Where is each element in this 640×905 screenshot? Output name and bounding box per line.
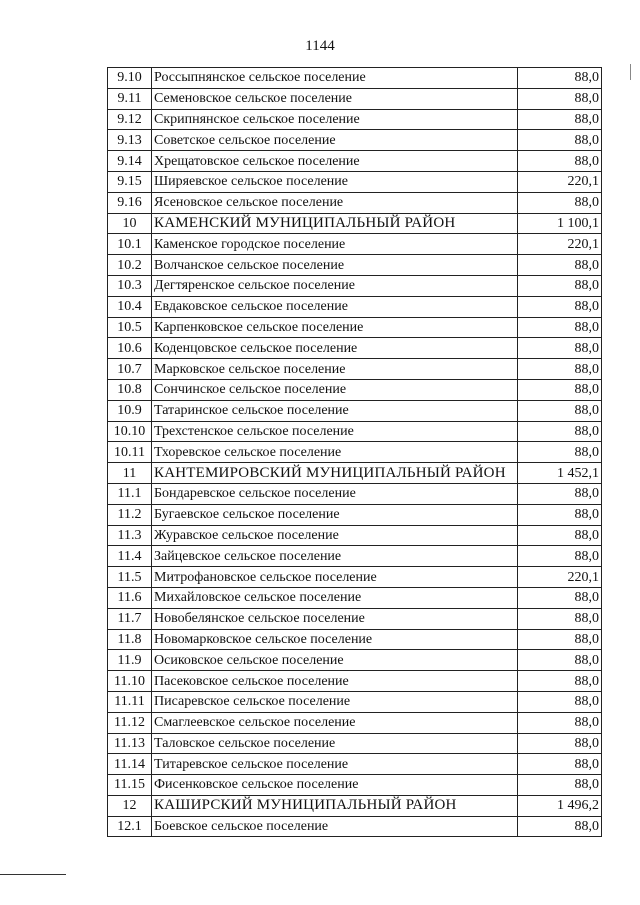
row-number: 11.9: [108, 650, 152, 671]
row-number: 11.2: [108, 504, 152, 525]
table-row: [108, 629, 602, 650]
row-number: 11.8: [108, 629, 152, 650]
row-name: Смаглеевское сельское поселение: [152, 712, 518, 733]
row-number: 11.4: [108, 546, 152, 567]
row-value: 88,0: [518, 608, 602, 629]
row-name: Зайцевское сельское поселение: [152, 546, 518, 567]
table-row: [108, 754, 602, 775]
row-value: 88,0: [518, 546, 602, 567]
row-value: 88,0: [518, 255, 602, 276]
row-name: Каменское городское поселение: [152, 234, 518, 255]
row-name: Дегтяренское сельское поселение: [152, 275, 518, 296]
row-number: 11.6: [108, 587, 152, 608]
row-name: Семеновское сельское поселение: [152, 88, 518, 109]
row-value: 88,0: [518, 629, 602, 650]
row-number: 9.14: [108, 151, 152, 172]
footer-rule: [0, 874, 66, 875]
row-value: 88,0: [518, 275, 602, 296]
row-number: 11.10: [108, 671, 152, 692]
row-name: Скрипнянское сельское поселение: [152, 109, 518, 130]
table-row: [108, 400, 602, 421]
row-number: 10.2: [108, 255, 152, 276]
row-name: Титаревское сельское поселение: [152, 754, 518, 775]
table-row: [108, 525, 602, 546]
row-number: 10.1: [108, 234, 152, 255]
table-row: [108, 130, 602, 151]
row-value: 220,1: [518, 234, 602, 255]
row-value: 88,0: [518, 650, 602, 671]
table-row: [108, 608, 602, 629]
row-name: Тхоревское сельское поселение: [152, 442, 518, 463]
row-number: 12.1: [108, 816, 152, 837]
row-name: Новобелянское сельское поселение: [152, 608, 518, 629]
row-value: 88,0: [518, 691, 602, 712]
row-name: Писаревское сельское поселение: [152, 691, 518, 712]
row-name: Митрофановское сельское поселение: [152, 567, 518, 588]
row-number: 10.6: [108, 338, 152, 359]
row-number: 10: [108, 213, 152, 234]
scan-mark: [630, 64, 631, 80]
row-number: 10.4: [108, 296, 152, 317]
table-row: [108, 421, 602, 442]
row-value: 88,0: [518, 442, 602, 463]
row-value: 88,0: [518, 775, 602, 796]
row-number: 10.11: [108, 442, 152, 463]
row-value: 88,0: [518, 421, 602, 442]
table-row: [108, 88, 602, 109]
row-value: 220,1: [518, 567, 602, 588]
district-row: [108, 213, 602, 234]
row-number: 9.13: [108, 130, 152, 151]
row-value: 1 452,1: [518, 463, 602, 484]
table-row: [108, 691, 602, 712]
row-number: 11.13: [108, 733, 152, 754]
row-value: 88,0: [518, 151, 602, 172]
table-row: [108, 775, 602, 796]
row-name: Волчанское сельское поселение: [152, 255, 518, 276]
row-number: 9.16: [108, 192, 152, 213]
row-value: 88,0: [518, 671, 602, 692]
table-row: [108, 192, 602, 213]
table-row: [108, 234, 602, 255]
table-row: [108, 109, 602, 130]
row-number: 11.15: [108, 775, 152, 796]
row-name: Ясеновское сельское поселение: [152, 192, 518, 213]
row-name: Михайловское сельское поселение: [152, 587, 518, 608]
row-value: 88,0: [518, 359, 602, 380]
row-value: 88,0: [518, 379, 602, 400]
row-value: 88,0: [518, 109, 602, 130]
row-number: 10.10: [108, 421, 152, 442]
table-row: [108, 712, 602, 733]
table-row: [108, 255, 602, 276]
row-name: Коденцовское сельское поселение: [152, 338, 518, 359]
table-row: [108, 504, 602, 525]
row-number: 9.10: [108, 68, 152, 89]
table-row: [108, 68, 602, 89]
row-value: 88,0: [518, 504, 602, 525]
row-value: 88,0: [518, 816, 602, 837]
allocation-table: [107, 67, 602, 837]
row-name: Татаринское сельское поселение: [152, 400, 518, 421]
table-row: [108, 442, 602, 463]
table-row: [108, 650, 602, 671]
row-name: КАМЕНСКИЙ МУНИЦИПАЛЬНЫЙ РАЙОН: [152, 213, 518, 234]
row-value: 88,0: [518, 733, 602, 754]
row-number: 11.12: [108, 712, 152, 733]
row-number: 10.8: [108, 379, 152, 400]
table-row: [108, 171, 602, 192]
table-body: [108, 68, 602, 837]
district-row: [108, 795, 602, 816]
table-row: [108, 317, 602, 338]
row-name: Новомарковское сельское поселение: [152, 629, 518, 650]
row-name: Фисенковское сельское поселение: [152, 775, 518, 796]
page-number: 1144: [305, 38, 335, 54]
row-name: Ширяевское сельское поселение: [152, 171, 518, 192]
row-number: 11.5: [108, 567, 152, 588]
table-row: [108, 151, 602, 172]
row-number: 9.11: [108, 88, 152, 109]
row-value: 1 100,1: [518, 213, 602, 234]
row-name: Бугаевское сельское поселение: [152, 504, 518, 525]
row-value: 88,0: [518, 525, 602, 546]
table-row: [108, 296, 602, 317]
row-value: 88,0: [518, 192, 602, 213]
row-name: КАНТЕМИРОВСКИЙ МУНИЦИПАЛЬНЫЙ РАЙОН: [152, 463, 518, 484]
row-name: Журавское сельское поселение: [152, 525, 518, 546]
row-name: Марковское сельское поселение: [152, 359, 518, 380]
row-name: КАШИРСКИЙ МУНИЦИПАЛЬНЫЙ РАЙОН: [152, 795, 518, 816]
table-row: [108, 546, 602, 567]
row-number: 11: [108, 463, 152, 484]
row-name: Советское сельское поселение: [152, 130, 518, 151]
row-number: 9.12: [108, 109, 152, 130]
row-name: Карпенковское сельское поселение: [152, 317, 518, 338]
row-name: Евдаковское сельское поселение: [152, 296, 518, 317]
row-number: 11.1: [108, 483, 152, 504]
row-value: 88,0: [518, 296, 602, 317]
row-value: 1 496,2: [518, 795, 602, 816]
table-row: [108, 587, 602, 608]
row-name: Боевское сельское поселение: [152, 816, 518, 837]
row-value: 220,1: [518, 171, 602, 192]
row-number: 10.7: [108, 359, 152, 380]
table-row: [108, 671, 602, 692]
row-value: 88,0: [518, 338, 602, 359]
row-value: 88,0: [518, 317, 602, 338]
row-number: 11.11: [108, 691, 152, 712]
row-name: Пасековское сельское поселение: [152, 671, 518, 692]
row-value: 88,0: [518, 130, 602, 151]
row-number: 11.7: [108, 608, 152, 629]
table-row: [108, 567, 602, 588]
table-row: [108, 338, 602, 359]
row-name: Таловское сельское поселение: [152, 733, 518, 754]
row-number: 11.3: [108, 525, 152, 546]
row-name: Сончинское сельское поселение: [152, 379, 518, 400]
table-row: [108, 733, 602, 754]
row-number: 11.14: [108, 754, 152, 775]
district-row: [108, 463, 602, 484]
table-row: [108, 275, 602, 296]
row-number: 10.5: [108, 317, 152, 338]
row-name: Трехстенское сельское поселение: [152, 421, 518, 442]
row-number: 10.3: [108, 275, 152, 296]
row-number: 9.15: [108, 171, 152, 192]
row-name: Хрещатовское сельское поселение: [152, 151, 518, 172]
row-value: 88,0: [518, 754, 602, 775]
row-value: 88,0: [518, 400, 602, 421]
row-number: 10.9: [108, 400, 152, 421]
row-value: 88,0: [518, 68, 602, 89]
table-row: [108, 379, 602, 400]
table-row: [108, 483, 602, 504]
row-value: 88,0: [518, 712, 602, 733]
row-name: Бондаревское сельское поселение: [152, 483, 518, 504]
row-value: 88,0: [518, 587, 602, 608]
row-value: 88,0: [518, 483, 602, 504]
row-number: 12: [108, 795, 152, 816]
row-name: Осиковское сельское поселение: [152, 650, 518, 671]
row-name: Россыпнянское сельское поселение: [152, 68, 518, 89]
table-row: [108, 816, 602, 837]
row-value: 88,0: [518, 88, 602, 109]
table-row: [108, 359, 602, 380]
